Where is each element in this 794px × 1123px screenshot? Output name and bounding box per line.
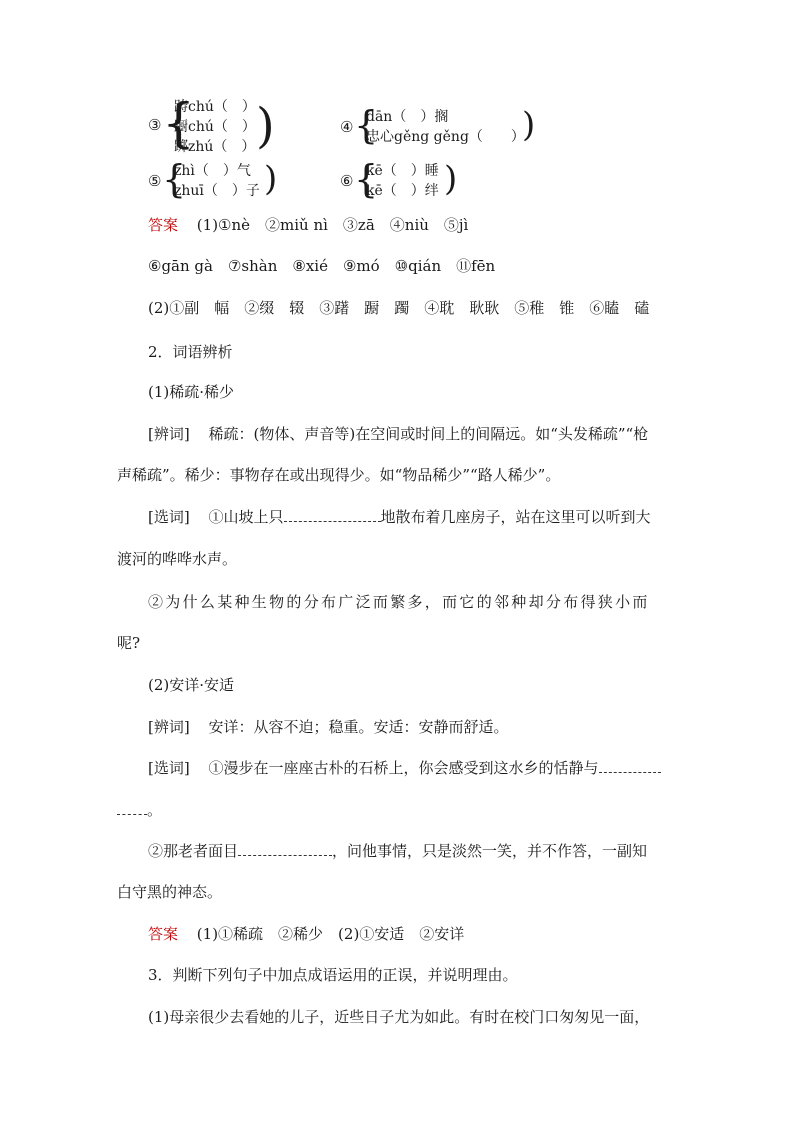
left-brace-icon: { <box>162 157 187 201</box>
left-brace-icon: { <box>354 157 379 201</box>
xuanci-text: ①漫步在一座座古朴的石桥上，你会感受到这水乡的恬静与 <box>208 759 599 777</box>
answer-label: 答案 <box>148 925 179 943</box>
question-3-number: ③ <box>148 116 162 134</box>
fill-blank[interactable] <box>117 802 147 815</box>
pinyin-line: zhì（ ）气 <box>174 163 251 179</box>
pinyin-line: kē（ ）睡 <box>366 163 439 179</box>
subsection-1-title: (1)稀疏·稀少 <box>148 383 235 401</box>
bianci-1-line-2: 声稀疏”。稀少：事物存在或出现得少。如“物品稀少”“路人稀少”。 <box>117 466 561 484</box>
xuanci-text: ，问他事情，只是淡然一笑，并不作答，一副知 <box>332 842 648 860</box>
fill-blank[interactable] <box>238 843 332 856</box>
section-3-title: 3．判断下列句子中加点成语运用的正误，并说明理由。 <box>148 966 518 984</box>
question-6-number: ⑥ <box>340 172 354 190</box>
bianci-2-line <box>148 716 509 737</box>
answer-text: (1)①稀疏 ②稀少 (2)①安适 ②安详 <box>196 925 465 943</box>
right-brace-icon: ) <box>522 105 536 145</box>
bianci-tag: [辨词] <box>148 718 190 736</box>
section-3-line-1: (1)母亲很少去看她的儿子，近些日子尤为如此。有时在校门口匆匆见一面， <box>148 1008 650 1026</box>
xuanci-text: 。 <box>147 801 163 819</box>
pinyin-line: 踌chú（ ） <box>174 99 256 115</box>
bianci-text: 稀疏：(物体、声音等)在空间或时间上的间隔远。如“头发稀疏”“枪 <box>208 425 649 443</box>
xuanci-tag: [选词] <box>148 759 190 777</box>
question-5-number: ⑤ <box>148 172 162 190</box>
bianci-tag: [辨词] <box>148 425 190 443</box>
xuanci-2-line-2 <box>117 799 162 820</box>
pinyin-line: 忠心gěng gěng（ ） <box>366 129 525 145</box>
pinyin-line: zhuī（ ）子 <box>174 183 260 199</box>
answer-text: (1)①nè ②miǔ nì ③zā ④niù ⑤jì <box>196 216 469 234</box>
pinyin-line: dān（ ）搁 <box>366 109 449 125</box>
subsection-2-title: (2)安详·安适 <box>148 676 235 694</box>
xuanci-1-line-1 <box>148 506 651 527</box>
question-4-number: ④ <box>340 118 354 136</box>
pinyin-line: 踯zhú（ ） <box>174 139 256 155</box>
xuanci-2-line-1 <box>148 757 661 778</box>
bianci-text: 安详：从容不迫；稳重。安适：安静而舒适。 <box>208 718 509 736</box>
answer-row-2: ⑥gān gà ⑦shàn ⑧xié ⑨mó ⑩qián ⑪fēn <box>148 257 496 275</box>
xuanci-text: ①山坡上只 <box>208 508 284 526</box>
pinyin-line: 蹰chú（ ） <box>174 119 256 135</box>
answer-row-1 <box>148 214 468 235</box>
xuanci-tag: [选词] <box>148 508 190 526</box>
fill-blank[interactable] <box>284 509 381 522</box>
fill-blank[interactable] <box>599 760 661 773</box>
xuanci-1-line-3: ②为什么某种生物的分布广泛而繁多，而它的邻种却分布得狭小而 <box>148 593 650 611</box>
answer-row-4 <box>148 923 464 944</box>
section-2-title: 2．词语辨析 <box>148 343 233 361</box>
pinyin-line: kē（ ）绊 <box>366 183 439 199</box>
xuanci-2-line-4: 白守黑的神态。 <box>117 883 223 901</box>
xuanci-2-line-3 <box>148 840 647 861</box>
xuanci-1-line-4: 呢? <box>117 634 141 652</box>
bianci-1-line-1 <box>148 423 648 444</box>
left-brace-icon: { <box>354 103 379 147</box>
xuanci-text: ②那老者面目 <box>148 842 239 860</box>
left-brace-icon: { <box>162 94 196 154</box>
right-brace-icon: ) <box>264 159 278 199</box>
right-brace-icon: ) <box>444 159 458 199</box>
xuanci-1-line-2: 渡河的哗哗水声。 <box>117 550 238 568</box>
right-brace-icon: ) <box>256 98 275 154</box>
answer-label: 答案 <box>148 216 179 234</box>
answer-row-3: (2)①副 幅 ②缀 辍 ③躇 蹰 躅 ④耽 耿耿 ⑤稚 锥 ⑥瞌 磕 <box>148 299 650 317</box>
xuanci-text: 地散布着几座房子，站在这里可以听到大 <box>380 508 651 526</box>
